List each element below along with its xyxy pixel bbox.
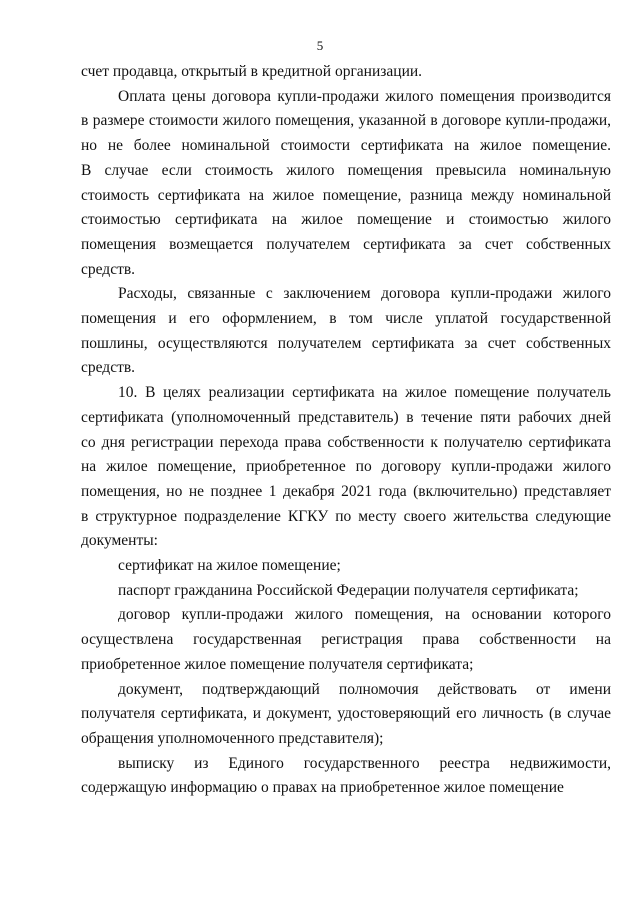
- text-line: В случае если стоимость жилого помещения превысила номинальную: [81, 161, 611, 179]
- text-line: но не более номинальной стоимости сертификата на жилое помещение.: [81, 137, 611, 155]
- paragraph: [81, 554, 611, 579]
- text-line: договор купли-продажи жилого помещения, на основании которого: [118, 606, 611, 624]
- text-line: со дня регистрации перехода права собственности к получателю сертификата: [81, 433, 611, 451]
- text-line: на жилое помещение, приобретенное по договору купли-продажи жилого: [81, 458, 611, 476]
- text-line: помещения, но не позднее 1 декабря 2021 года (включительно) представляет: [81, 482, 611, 500]
- text-line: в размере стоимости жилого помещения, указанной в договоре купли-продажи,: [81, 112, 611, 130]
- text-line: документы:: [81, 532, 158, 550]
- paragraph: [81, 85, 611, 283]
- text-line: содержащую информацию о правах на приобретенное жилое помещение: [81, 779, 564, 797]
- text-line: Расходы, связанные с заключением договора купли-продажи жилого: [118, 285, 611, 303]
- paragraph: [81, 381, 611, 554]
- page-number: 5: [316, 38, 324, 53]
- text-line: паспорт гражданина Российской Федерации получателя сертификата;: [118, 581, 579, 599]
- text-line: пошлины, осуществляются получателем сертификата за счет собственных: [81, 334, 611, 352]
- text-line: выписку из Единого государственного реестра недвижимости,: [118, 754, 611, 772]
- text-line: осуществлена государственная регистрация права собственности на: [81, 631, 611, 649]
- text-line: помещения возмещается получателем сертификата за счет собственных: [81, 235, 611, 253]
- document-body: [81, 60, 611, 801]
- paragraph: [81, 678, 611, 752]
- paragraph: [81, 60, 611, 85]
- text-line: 10. В целях реализации сертификата на жилое помещение получатель: [118, 384, 611, 402]
- text-line: стоимостью сертификата на жилое помещение и стоимостью жилого: [81, 211, 611, 229]
- text-line: документ, подтверждающий полномочия действовать от имени: [118, 680, 611, 698]
- text-line: сертификат на жилое помещение;: [118, 557, 341, 575]
- paragraph: [81, 752, 611, 801]
- text-line: обращения уполномоченного представителя);: [81, 729, 384, 747]
- text-line: приобретенное жилое помещение получателя сертификата;: [81, 655, 474, 673]
- text-line: Оплата цены договора купли-продажи жилого помещения производится: [118, 87, 611, 105]
- paragraph: [81, 579, 611, 604]
- paragraph: [81, 603, 611, 677]
- paragraph: [81, 282, 611, 381]
- text-line: счет продавца, открытый в кредитной организации.: [81, 63, 423, 80]
- text-line: в структурное подразделение КГКУ по месту своего жительства следующие: [81, 507, 611, 525]
- text-line: стоимость сертификата на жилое помещение, разница между номинальной: [81, 186, 611, 204]
- text-line: средств.: [81, 260, 136, 278]
- text-line: сертификата (уполномоченный представитель) в течение пяти рабочих дней: [81, 408, 611, 426]
- text-line: помещения и его оформлением, в том числе уплатой государственной: [81, 310, 611, 328]
- text-line: получателя сертификата, и документ, удостоверяющий его личность (в случае: [81, 705, 611, 723]
- text-line: средств.: [81, 359, 136, 377]
